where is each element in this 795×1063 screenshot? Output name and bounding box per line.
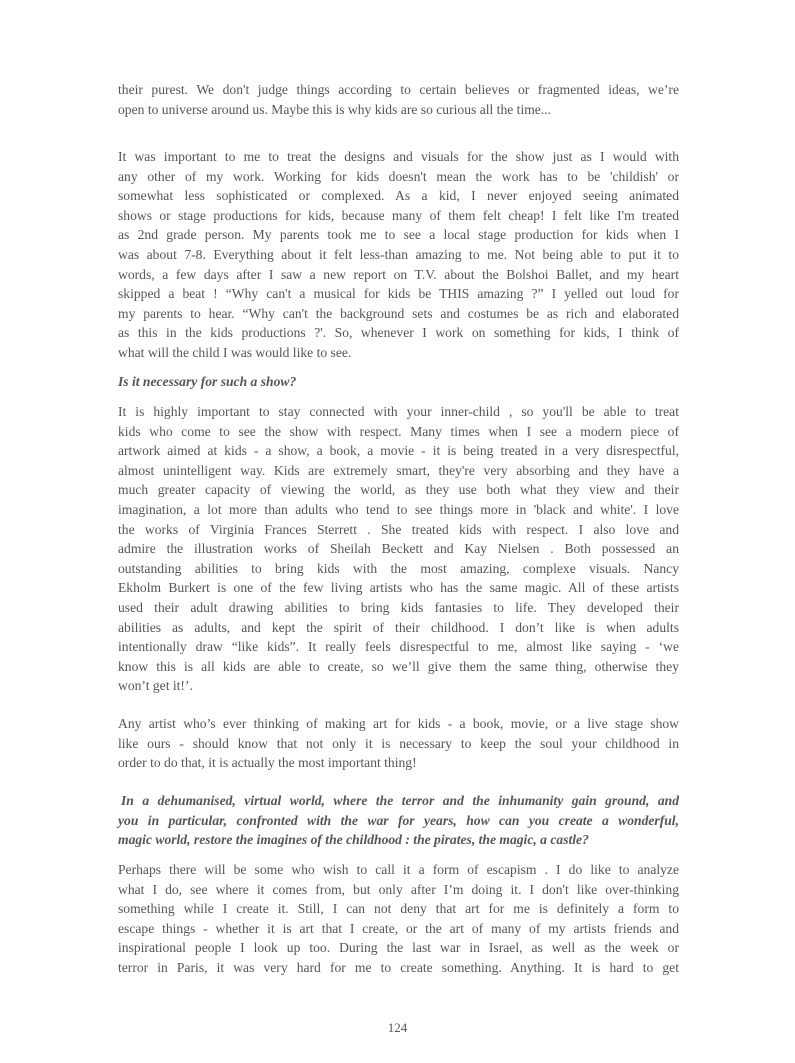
text-line: as 2nd grade person. My parents took me to see a local stage production for kids when I xyxy=(118,227,679,243)
text-line: artwork aimed at kids - a show, a book, a movie - it is being treated in a very disrespectful, xyxy=(118,443,679,459)
text-line: used their adult drawing abilities to bring kids fantasies to life. They developed their xyxy=(118,599,679,615)
text-line: magic world, restore the imagines of the childhood : the pirates, the magic, a castle? xyxy=(118,832,589,848)
text-line: what I do, see where it comes from, but only after I’m doing it. I don't like over-thinking xyxy=(118,881,679,897)
text-line: shows or stage productions for kids, because many of them felt cheap! I felt like I'm treated xyxy=(118,207,679,223)
paragraph xyxy=(118,402,679,696)
text-line: like ours - should know that not only it is necessary to keep the soul your childhood in xyxy=(118,735,679,751)
text-line: In a dehumanised, virtual world, where the terror and the inhumanity gain ground, and xyxy=(121,793,679,808)
section-heading xyxy=(118,791,679,850)
text-line: my parents to hear. “Why can't the background sets and costumes be as rich and elaborated xyxy=(118,305,679,321)
text-line: Ekholm Burkert is one of the few living artists who has the same magic. All of these artists xyxy=(118,580,679,596)
text-line: somewhat less sophisticated or complexed. As a kid, I never enjoyed seeing animated xyxy=(118,188,679,204)
text-line: imagination, a lot more than adults who tend to see things more in 'black and white'. I love xyxy=(118,501,679,517)
text-line: outstanding abilities to bring kids with the most amazing, complexe visuals. Nancy xyxy=(118,560,679,576)
text-line: admire the illustration works of Sheilah Beckett and Kay Nielsen . Both possessed an xyxy=(118,541,679,557)
text-line: words, a few days after I saw a new report on T.V. about the Bolshoi Ballet, and my heart xyxy=(118,266,679,282)
paragraph xyxy=(118,714,679,773)
text-line: terror in Paris, it was very hard for me to create something. Anything. It is hard to get xyxy=(118,959,679,975)
text-line: kids who come to see the show with respect. Many times when I see a modern piece of xyxy=(118,423,679,439)
section-heading xyxy=(118,372,679,392)
text-line: the works of Virginia Frances Sterrett . She treated kids with respect. I also love and xyxy=(118,521,679,537)
text-line: open to universe around us. Maybe this is why kids are so curious all the time... xyxy=(118,101,552,117)
text-line: abilities as adults, and kept the spirit of their childhood. I don’t like is when adults xyxy=(118,619,679,635)
text-line: their purest. We don't judge things according to certain believes or fragmented ideas, we’re xyxy=(118,82,679,97)
paragraph xyxy=(118,80,679,119)
text-line: won’t get it!’. xyxy=(118,678,193,694)
text-line: Any artist who’s ever thinking of making art for kids - a book, movie, or a live stage show xyxy=(118,716,679,731)
text-line: It is highly important to stay connected with your inner-child , so you'll be able to treat xyxy=(118,404,679,419)
text-line: It was important to me to treat the designs and visuals for the show just as I would with xyxy=(118,149,679,164)
text-line: much greater capacity of viewing the world, as they use both what they view and their xyxy=(118,482,679,498)
text-line: any other of my work. Working for kids doesn't mean the work has to be 'childish' or xyxy=(118,168,679,184)
text-line: almost unintelligent way. Kids are extremely smart, they're very absorbing and they have a xyxy=(118,462,679,478)
paragraph xyxy=(118,147,679,363)
text-line: what will the child I was would like to see. xyxy=(118,344,352,360)
text-line: as this in the kids productions ?'. So, whenever I work on something for kids, I think of xyxy=(118,325,679,341)
text-line: Is it necessary for such a show? xyxy=(118,374,297,389)
text-line: order to do that, it is actually the most important thing! xyxy=(118,755,417,771)
text-line: inspirational people I look up too. During the last war in Israel, as well as the week or xyxy=(118,940,679,956)
text-line: something while I create it. Still, I can not deny that art for me is definitely a form to xyxy=(118,901,679,917)
text-line: skipped a beat ! “Why can't a musical for kids be THIS amazing ?” I yelled out loud for xyxy=(118,286,679,302)
paragraph xyxy=(118,860,679,978)
text-line: escape things - whether it is art that I create, or the art of many of my artists friends and xyxy=(118,920,679,936)
page-number: 124 xyxy=(387,1020,408,1035)
text-line: Perhaps there will be some who wish to call it a form of escapism . I do like to analyze xyxy=(118,862,679,877)
text-line: intentionally draw “like kids”. It really feels disrespectful to me, almost like saying - ‘we xyxy=(118,639,679,655)
text-line: you in particular, confronted with the war for years, how can you create a wonderful, xyxy=(118,812,679,828)
text-line: know this is all kids are able to create, so we’ll give them the same thing, otherwise they xyxy=(118,658,679,674)
text-line: was about 7-8. Everything about it felt less-than amazing to me. Not being able to put it to xyxy=(118,246,679,262)
